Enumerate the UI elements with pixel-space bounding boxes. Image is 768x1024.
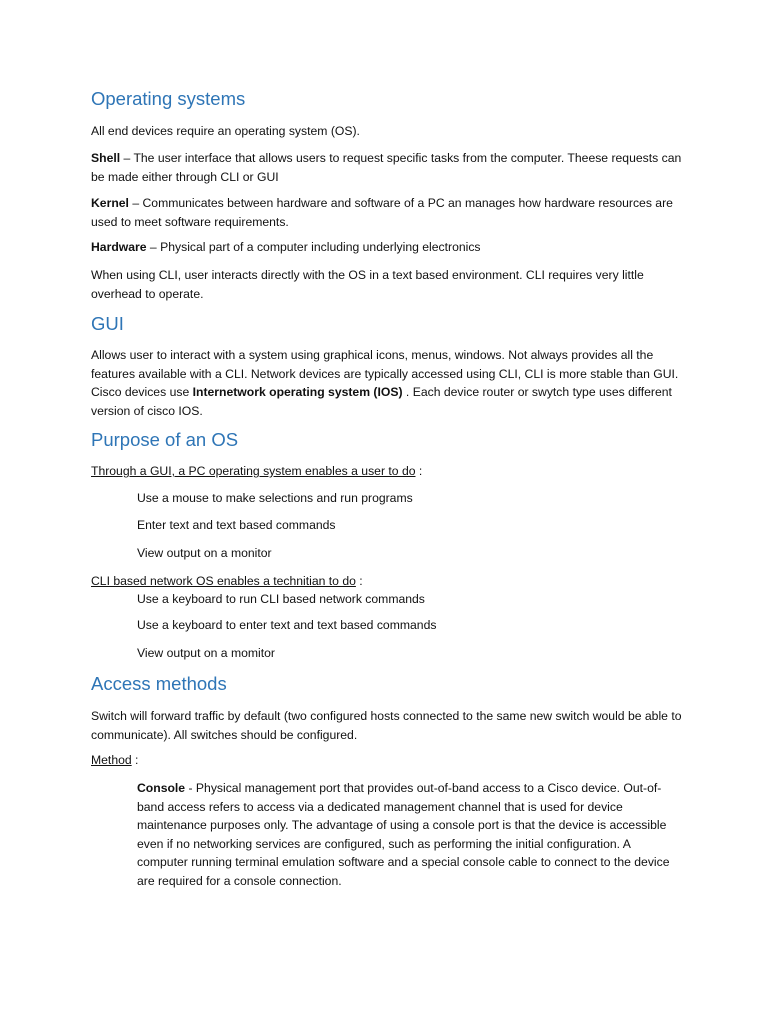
hardware-definition <box>91 238 691 257</box>
gui-item: View output on a monitor <box>137 546 272 560</box>
os-intro: All end devices require an operating system (OS). <box>91 124 360 138</box>
gui-enables-label: Through a GUI, a PC operating system enables a user to do <box>91 464 416 478</box>
gui-text-a: Allows user to interact with a system using graphical icons, menus, windows. Not always provides all the features available with a CLI. Network devices are typically accessed using CLI, CLI is more stable than GUI. Cisco devices use <box>91 348 679 399</box>
cli-note: When using CLI, user interacts directly with the OS in a text based environment. CLI requires very little overhead to operate. <box>91 268 644 301</box>
heading-access-methods: Access methods <box>91 673 227 694</box>
gui-enables-intro <box>91 462 691 481</box>
shell-term: Shell <box>91 151 121 165</box>
hardware-term: Hardware <box>91 240 147 254</box>
kernel-definition <box>91 194 691 231</box>
cli-enables-intro <box>91 572 691 591</box>
gui-item: Enter text and text based commands <box>137 518 336 532</box>
heading-purpose-of-os: Purpose of an OS <box>91 429 239 450</box>
console-text: - Physical management port that provides out-of-band access to a Cisco device. Out-of-band access refers to access via a dedicated management channel that is used for device maintenance purposes only. The advantage of using a console port is that the device is accessible even if no networking services are configured, such as performing the initial configuration. A computer running terminal emulation software and a special console cable to connect to the device are required for a console connection. <box>137 781 670 888</box>
method-label: Method <box>91 753 132 767</box>
gui-text-b: . Each device router or swytch type uses different version of cisco IOS. <box>91 385 672 418</box>
gui-enables-colon: : <box>415 464 423 478</box>
ios-term: Internetwork operating system (IOS) <box>192 385 403 399</box>
kernel-term: Kernel <box>91 196 129 210</box>
method-label-line <box>91 751 691 770</box>
kernel-text: – Communicates between hardware and software of a PC an manages how hardware resources are used to meet software requirements. <box>91 196 673 229</box>
gui-paragraph <box>91 346 691 420</box>
cli-enables-colon: : <box>355 574 363 588</box>
method-colon: : <box>131 753 139 767</box>
cli-item: Use a keyboard to run CLI based network commands <box>137 592 425 606</box>
cli-item: Use a keyboard to enter text and text based commands <box>137 618 437 632</box>
cli-item: View output on a momitor <box>137 646 275 660</box>
shell-text: – The user interface that allows users to request specific tasks from the computer. Theese requests can be made either through CLI or GUI <box>91 151 682 184</box>
hardware-text: – Physical part of a computer including underlying electronics <box>146 240 481 254</box>
console-definition <box>137 779 677 890</box>
access-intro: Switch will forward traffic by default (two configured hosts connected to the same new switch would be able to communicate). All switches should be configured. <box>91 709 682 742</box>
heading-gui: GUI <box>91 313 124 334</box>
gui-item: Use a mouse to make selections and run programs <box>137 491 413 505</box>
console-term: Console <box>137 781 186 795</box>
heading-operating-systems: Operating systems <box>91 88 246 109</box>
cli-enables-label: CLI based network OS enables a technitian to do <box>91 574 356 588</box>
shell-definition <box>91 149 691 186</box>
